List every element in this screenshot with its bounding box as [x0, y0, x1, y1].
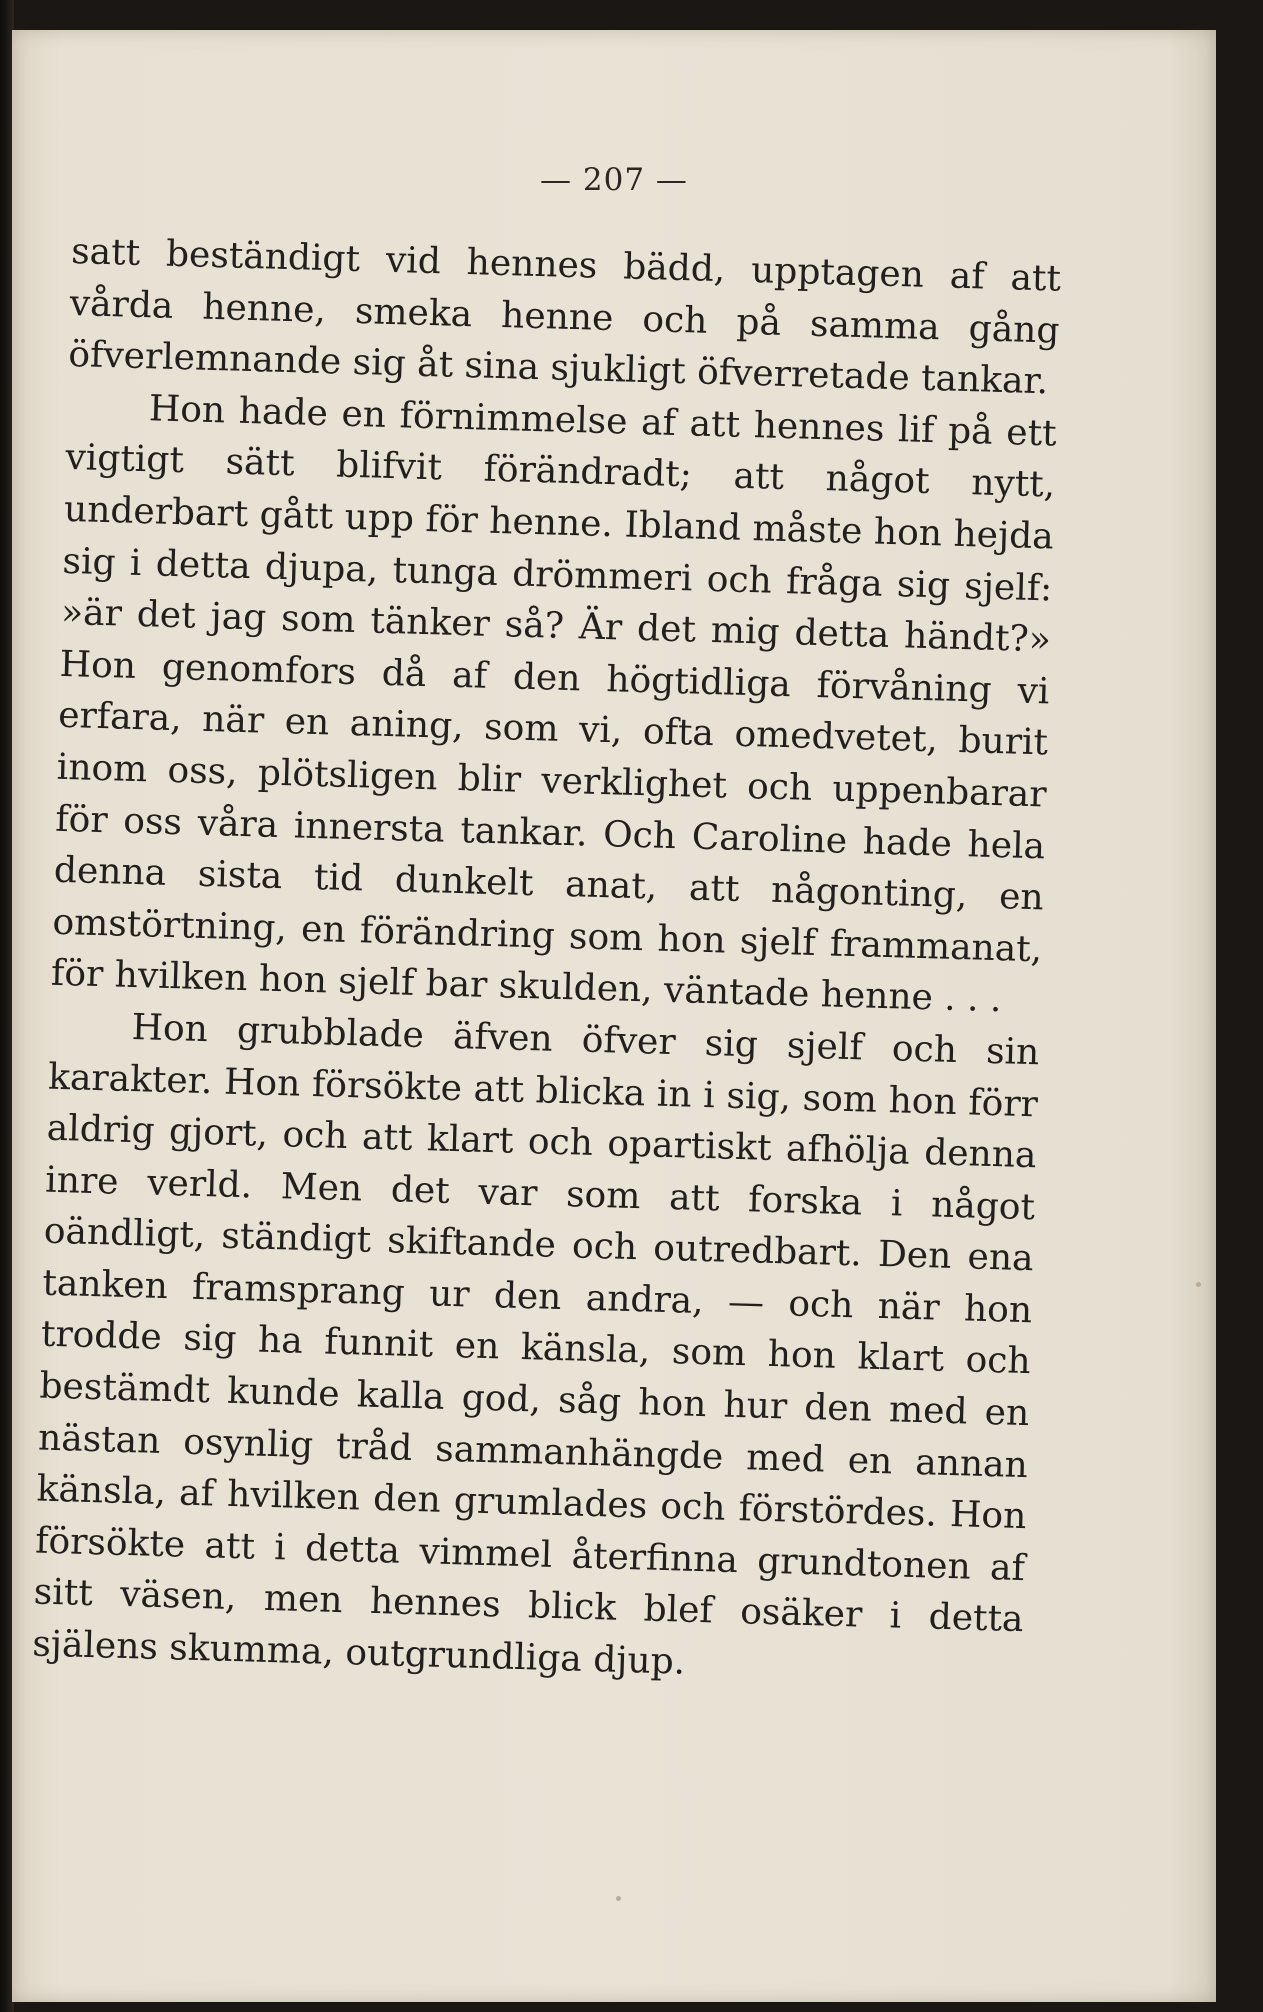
- paper-speck: [1196, 1282, 1201, 1287]
- page-number: — 207 —: [540, 162, 688, 198]
- paragraph-3: Hon grubblade äfven öfver sig sjelf och sin karakter. Hon försökte att blicka in i sig, som hon förr aldrig gjort, och att klart och opartiskt afhölja denna inre verld. Men det var som att forska i något oändligt, ständigt skiftande och outredbart. Den ena tanken framsprang ur den andra, — och när hon trodde sig ha funnit en känsla, som hon klart och bestämdt kunde kalla god, såg hon hur den med en nästan osynlig tråd sammanhängde med en annan känsla, af hvilken den grumlades och förstördes. Hon försökte att i detta vimmel återfinna grundtonen af sitt väsen, men hennes blick blef osäker i detta själens skumma, outgrundliga djup.: [31, 1006, 1040, 1683]
- body-text: [32, 226, 1062, 1698]
- paper-speck: [616, 1896, 621, 1901]
- book-page: [12, 30, 1216, 2002]
- paragraph-1: satt beständigt vid hennes bädd, upptagen af att vårda henne, smeka henne och på samma gång öfverlemnande sig åt sina sjukligt öfverretade tankar.: [67, 230, 1062, 403]
- paragraph-2: Hon hade en förnimmelse af att hennes lif på ett vigtigt sätt blifvit förändradt; att något nytt, underbart gått upp för henne. Ibland måste hon hejda sig i detta djupa, tunga drömmeri och fråga sig sjelf: »är det jag som tänker så? Är det mig detta händt?» Hon genomfors då af den högtidliga förvåning vi erfara, när en aning, som vi, ofta omedvetet, burit inom oss, plötsligen blir verklighet och uppenbarar för oss våra innersta tankar. Och Caroline hade hela denna sista tid dunkelt anat, att någonting, en omstörtning, en förändring som hon sjelf frammanat, för hvilken hon sjelf bar skulden, väntade henne . . .: [50, 388, 1058, 1021]
